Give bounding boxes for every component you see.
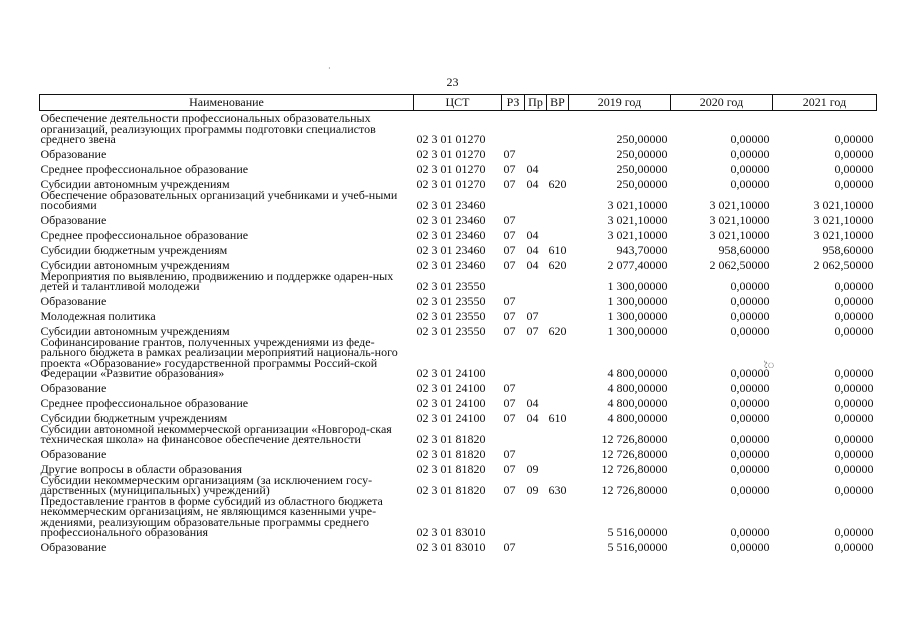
cell-vr: 620 [548,324,567,338]
cell-rz [502,271,525,292]
cell-2019: 250,00000 [616,147,668,161]
cell-2021: 0,00000 [834,411,874,425]
cell-2021: 0,00000 [834,447,874,461]
cell-2021: 0,00000 [834,483,874,497]
cell-cst: 02 3 01 81820 [416,462,486,476]
header-cst: ЦСТ [414,95,502,111]
cell-2020: 0,00000 [730,483,770,497]
cell-cst: 02 3 01 24100 [416,366,486,380]
scan-mark: ৈ [764,361,775,370]
cell-cst: 02 3 01 01270 [416,147,486,161]
cell-pr [525,211,547,226]
cell-rz: 07 [503,396,516,410]
table-row [40,307,877,322]
cell-cst: 02 3 01 81820 [416,432,486,446]
cell-rz: 07 [503,462,516,476]
cell-pr [525,337,547,379]
cell-2019: 12 726,80000 [601,447,668,461]
cell-name: Образование [40,381,107,395]
cell-cst: 02 3 01 23550 [416,294,486,308]
cell-vr [547,111,569,145]
cell-rz: 07 [503,228,516,242]
table-row [40,445,877,460]
cell-2019: 12 726,80000 [601,483,668,497]
cell-name: Субсидии автономным учреждениям [40,324,230,338]
cell-2019: 250,00000 [616,177,668,191]
cell-name: Образование [40,447,107,461]
cell-pr [525,538,547,553]
cell-cst: 02 3 01 01270 [416,177,486,191]
cell-name: Субсидии бюджетным учреждениям [40,411,228,425]
cell-2021: 0,00000 [834,324,874,338]
cell-cst: 02 3 01 23460 [416,258,486,272]
scan-speck: · [328,64,331,73]
cell-rz: 07 [503,309,516,323]
table-header-row [40,95,877,111]
cell-2020: 0,00000 [730,162,770,176]
table-row [40,538,877,553]
cell-2019: 4 800,00000 [607,381,668,395]
cell-rz: 07 [503,147,516,161]
cell-name: Субсидии бюджетным учреждениям [40,243,228,257]
cell-2020: 3 021,10000 [709,213,770,227]
table-row [40,475,877,496]
cell-vr [547,145,569,160]
cell-rz: 07 [503,294,516,308]
cell-cst: 02 3 01 24100 [416,381,486,395]
cell-cst: 02 3 01 83010 [416,525,486,539]
cell-vr: 610 [548,411,567,425]
cell-2021: 0,00000 [834,177,874,191]
cell-pr [525,190,547,211]
cell-vr: 620 [548,258,567,272]
table-row [40,145,877,160]
cell-2020: 0,00000 [730,132,770,146]
header-name: Наименование [40,95,414,111]
cell-name: Среднее профессиональное образование [40,396,249,410]
cell-2020: 0,00000 [730,324,770,338]
budget-table [39,94,877,553]
cell-2019: 943,70000 [616,243,668,257]
table-row [40,379,877,394]
table-row [40,496,877,538]
header-pr: Пр [525,95,547,111]
cell-vr [547,307,569,322]
cell-2019: 1 300,00000 [607,324,668,338]
cell-2021: 0,00000 [834,147,874,161]
cell-name: Молодежная политика [40,309,156,323]
header-rz: РЗ [502,95,525,111]
table-row [40,226,877,241]
cell-rz: 07 [503,258,516,272]
cell-vr [547,460,569,475]
table-row [40,337,877,379]
cell-2019: 12 726,80000 [601,432,668,446]
cell-cst: 02 3 01 24100 [416,396,486,410]
cell-cst: 02 3 01 24100 [416,411,486,425]
cell-cst: 02 3 01 23550 [416,279,486,293]
cell-2021: 3 021,10000 [813,228,874,242]
cell-2021: 2 062,50000 [813,258,874,272]
cell-vr [547,424,569,445]
cell-cst: 02 3 01 23460 [416,243,486,257]
table-row [40,424,877,445]
cell-pr: 04 [526,411,539,425]
cell-name: Субсидии автономной некоммерческой организации «Новгород-ская техническая школа» на финансовое обеспечение деятельности [40,421,392,446]
cell-vr [547,292,569,307]
table-body [40,111,877,553]
cell-pr: 09 [526,462,539,476]
cell-vr: 610 [548,243,567,257]
cell-2020: 0,00000 [730,396,770,410]
cell-pr [525,424,547,445]
cell-vr [547,538,569,553]
cell-2020: 0,00000 [730,525,770,539]
cell-pr [525,145,547,160]
cell-2019: 2 077,40000 [607,258,668,272]
cell-2021: 0,00000 [834,396,874,410]
cell-name: Мероприятия по выявлению, продвижению и поддержке одарен-ных детей и талантливой молодежи [40,268,394,293]
cell-rz [502,190,525,211]
header-2019: 2019 год [569,95,671,111]
cell-2019: 250,00000 [616,162,668,176]
cell-2020: 0,00000 [730,309,770,323]
cell-rz: 07 [503,324,516,338]
cell-2020: 0,00000 [730,462,770,476]
cell-pr: 04 [526,228,539,242]
header-2020: 2020 год [671,95,773,111]
header-vr: ВР [547,95,569,111]
page-number: 23 [446,75,459,89]
cell-2020: 3 021,10000 [709,198,770,212]
cell-rz [502,337,525,379]
cell-rz [502,111,525,145]
cell-name: Обеспечение деятельности профессиональных образовательных организаций, реализующих программы подготовки специалистов среднего звена [40,111,376,146]
cell-pr [525,292,547,307]
cell-rz: 07 [503,540,516,554]
cell-name: Образование [40,294,107,308]
cell-2021: 0,00000 [834,294,874,308]
cell-vr [547,445,569,460]
cell-name: Софинансирование грантов, полученных учреждениями из феде-рального бюджета в рамках реализации мероприятий националь-ного проекта «Образование» государственной программы Россий-ской Федерации «Развитие образования» [40,334,398,380]
cell-2021: 3 021,10000 [813,198,874,212]
cell-vr: 630 [548,483,567,497]
cell-vr [547,211,569,226]
cell-rz: 07 [503,243,516,257]
cell-2021: 0,00000 [834,279,874,293]
cell-cst: 02 3 01 01270 [416,132,486,146]
cell-2020: 0,00000 [730,294,770,308]
table-row [40,394,877,409]
cell-2019: 12 726,80000 [601,462,668,476]
cell-pr [525,111,547,145]
table-row [40,271,877,292]
cell-pr: 07 [526,324,539,338]
cell-2020: 0,00000 [730,177,770,191]
cell-pr: 04 [526,243,539,257]
cell-2020: 3 021,10000 [709,228,770,242]
cell-cst: 02 3 01 23460 [416,228,486,242]
cell-2019: 4 800,00000 [607,396,668,410]
cell-2019: 250,00000 [616,132,668,146]
cell-name: Предоставление грантов в форме субсидий из областного бюджета некоммерческим организациям, не являющимся казенными учре-ждениями, реализующим образовательные программы среднего профессионального образования [40,493,383,539]
table-row [40,292,877,307]
cell-2019: 1 300,00000 [607,279,668,293]
cell-name: Другие вопросы в области образования [40,462,242,476]
cell-name: Образование [40,540,107,554]
cell-2019: 1 300,00000 [607,294,668,308]
cell-2021: 0,00000 [834,432,874,446]
cell-pr [525,271,547,292]
cell-2021: 0,00000 [834,162,874,176]
cell-2021: 3 021,10000 [813,213,874,227]
cell-pr [525,445,547,460]
cell-2021: 0,00000 [834,462,874,476]
cell-pr [525,496,547,538]
cell-vr [547,379,569,394]
cell-2021: 0,00000 [834,525,874,539]
cell-rz: 07 [503,177,516,191]
cell-2020: 0,00000 [730,279,770,293]
cell-2020: 0,00000 [730,432,770,446]
cell-pr [525,379,547,394]
cell-2021: 0,00000 [834,309,874,323]
cell-2019: 3 021,10000 [607,198,668,212]
cell-cst: 02 3 01 23550 [416,309,486,323]
cell-name: Субсидии автономным учреждениям [40,258,230,272]
cell-cst: 02 3 01 23460 [416,213,486,227]
cell-name: Среднее профессиональное образование [40,228,249,242]
cell-vr [547,190,569,211]
cell-pr: 04 [526,162,539,176]
cell-vr [547,226,569,241]
cell-pr: 09 [526,483,539,497]
cell-pr: 04 [526,396,539,410]
cell-name: Образование [40,213,107,227]
cell-2020: 0,00000 [730,366,770,380]
table-row [40,241,877,256]
cell-pr: 04 [526,258,539,272]
cell-2021: 958,60000 [822,243,874,257]
cell-rz: 07 [503,411,516,425]
cell-2020: 0,00000 [730,411,770,425]
cell-cst: 02 3 01 81820 [416,447,486,461]
table-row [40,211,877,226]
cell-2020: 0,00000 [730,147,770,161]
header-2021: 2021 год [773,95,877,111]
cell-name: Обеспечение образовательных организаций учебниками и учеб-ными пособиями [40,187,398,212]
cell-vr [547,394,569,409]
cell-name: Среднее профессиональное образование [40,162,249,176]
cell-cst: 02 3 01 83010 [416,540,486,554]
cell-vr [547,160,569,175]
cell-2019: 3 021,10000 [607,228,668,242]
cell-2019: 3 021,10000 [607,213,668,227]
cell-cst: 02 3 01 81820 [416,483,486,497]
cell-rz: 07 [503,483,516,497]
cell-name: Субсидии некоммерческим организациям (за исключением госу-дарственных (муниципальных) учреждений) [40,472,373,497]
cell-rz [502,424,525,445]
cell-2020: 2 062,50000 [709,258,770,272]
cell-cst: 02 3 01 01270 [416,162,486,176]
cell-name: Субсидии автономным учреждениям [40,177,230,191]
table-row [40,160,877,175]
cell-2019: 5 516,00000 [607,525,668,539]
table-row [40,111,877,145]
cell-rz: 07 [503,162,516,176]
table-row [40,190,877,211]
cell-pr: 07 [526,309,539,323]
cell-vr: 620 [548,177,567,191]
cell-vr [547,337,569,379]
cell-2020: 958,60000 [718,243,770,257]
cell-cst: 02 3 01 23550 [416,324,486,338]
cell-2019: 4 800,00000 [607,411,668,425]
cell-cst: 02 3 01 23460 [416,198,486,212]
cell-rz: 07 [503,381,516,395]
cell-2021: 0,00000 [834,540,874,554]
cell-vr [547,271,569,292]
cell-rz: 07 [503,213,516,227]
cell-2020: 0,00000 [730,447,770,461]
cell-rz [502,496,525,538]
cell-2019: 4 800,00000 [607,366,668,380]
cell-name: Образование [40,147,107,161]
cell-2020: 0,00000 [730,381,770,395]
cell-2021: 0,00000 [834,381,874,395]
cell-rz: 07 [503,447,516,461]
cell-2020: 0,00000 [730,540,770,554]
cell-2019: 5 516,00000 [607,540,668,554]
cell-pr: 04 [526,177,539,191]
cell-2021: 0,00000 [834,366,874,380]
cell-2021: 0,00000 [834,132,874,146]
cell-2019: 1 300,00000 [607,309,668,323]
cell-vr [547,496,569,538]
